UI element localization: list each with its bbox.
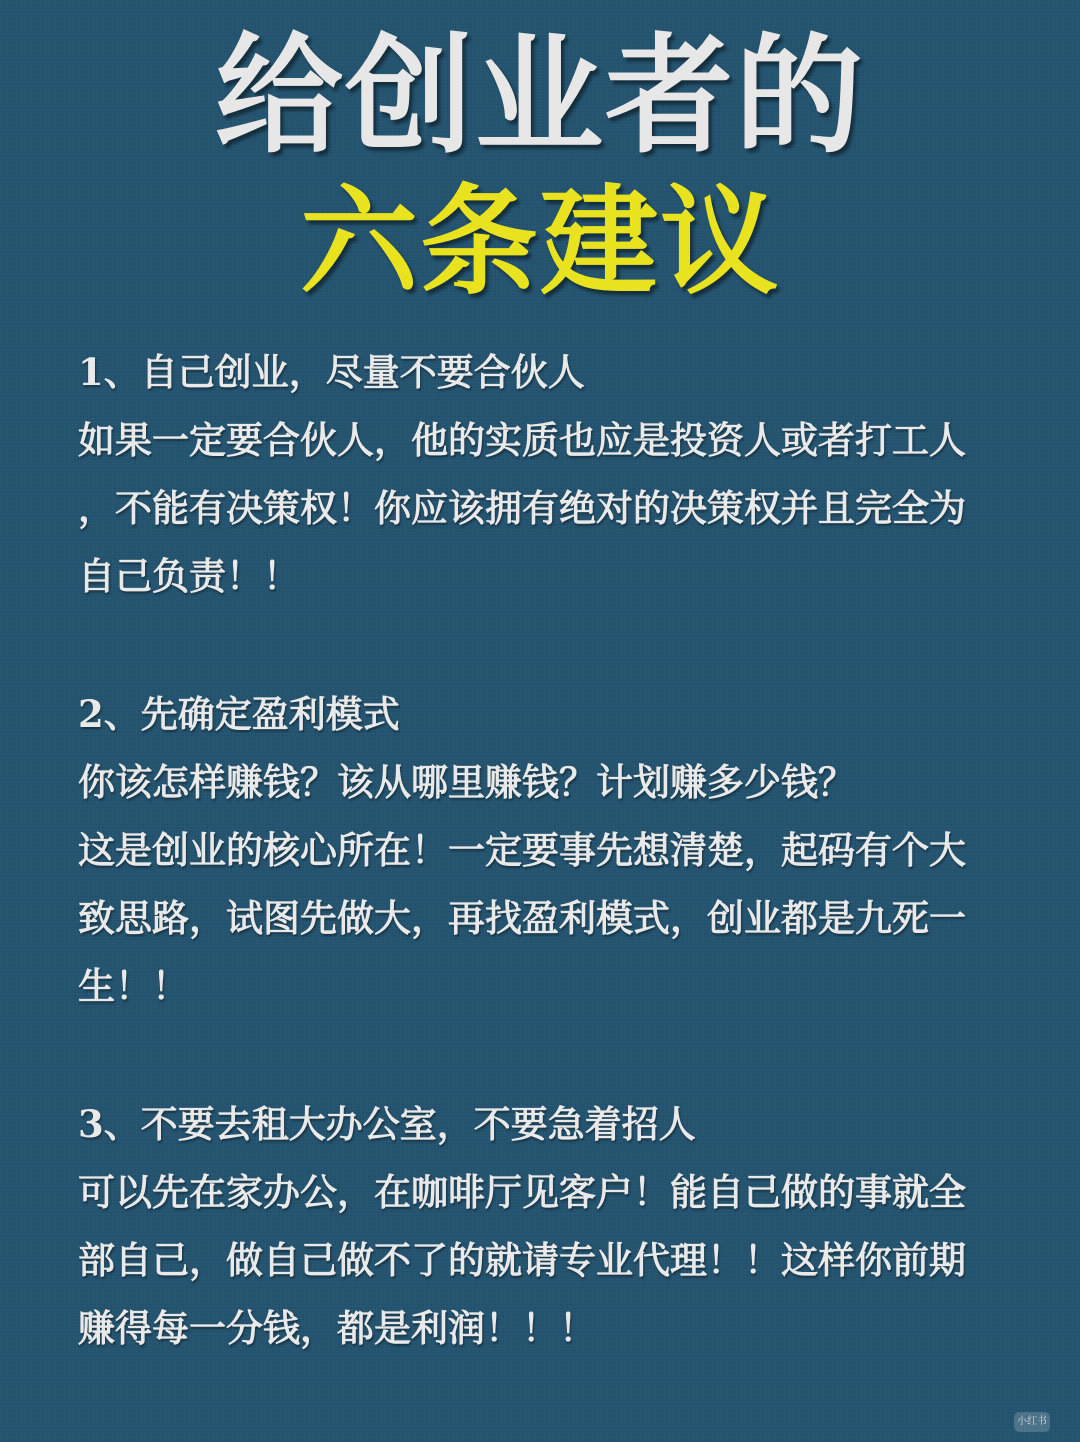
section-text-line: 可以先在家办公，在咖啡厅见客户！能自己做的事就全 xyxy=(78,1170,966,1214)
title-line-2: 六条建议 xyxy=(299,173,780,311)
section-text-line: 自己负责！！ xyxy=(78,554,300,598)
title-line-1: 给创业者的 xyxy=(214,22,865,171)
section-text-line: 你该怎样赚钱？该从哪里赚钱？计划赚多少钱？ xyxy=(78,760,855,804)
section-text-line: 生！！ xyxy=(78,964,189,1008)
section-text-line: 部自己，做自己做不了的就请专业代理！！这样你前期 xyxy=(78,1238,966,1282)
section-heading: 1、自己创业，尽量不要合伙人 xyxy=(78,350,585,394)
section-2 xyxy=(78,680,1008,1020)
watermark-logo: 小红书 xyxy=(1014,1412,1050,1432)
section-text-line: 致思路，试图先做大，再找盈利模式，创业都是九死一 xyxy=(78,896,966,940)
section-text-line: ，不能有决策权！你应该拥有绝对的决策权并且完全为 xyxy=(78,486,966,530)
section-3 xyxy=(78,1090,1008,1362)
section-heading: 3、不要去租大办公室，不要急着招人 xyxy=(78,1102,696,1146)
section-heading: 2、先确定盈利模式 xyxy=(78,692,400,736)
section-text-line: 赚得每一分钱，都是利润！！！ xyxy=(78,1306,596,1350)
section-text-line: 如果一定要合伙人，他的实质也应是投资人或者打工人 xyxy=(78,418,966,462)
section-1 xyxy=(78,338,1008,610)
section-text-line: 这是创业的核心所在！一定要事先想清楚，起码有个大 xyxy=(78,828,966,872)
